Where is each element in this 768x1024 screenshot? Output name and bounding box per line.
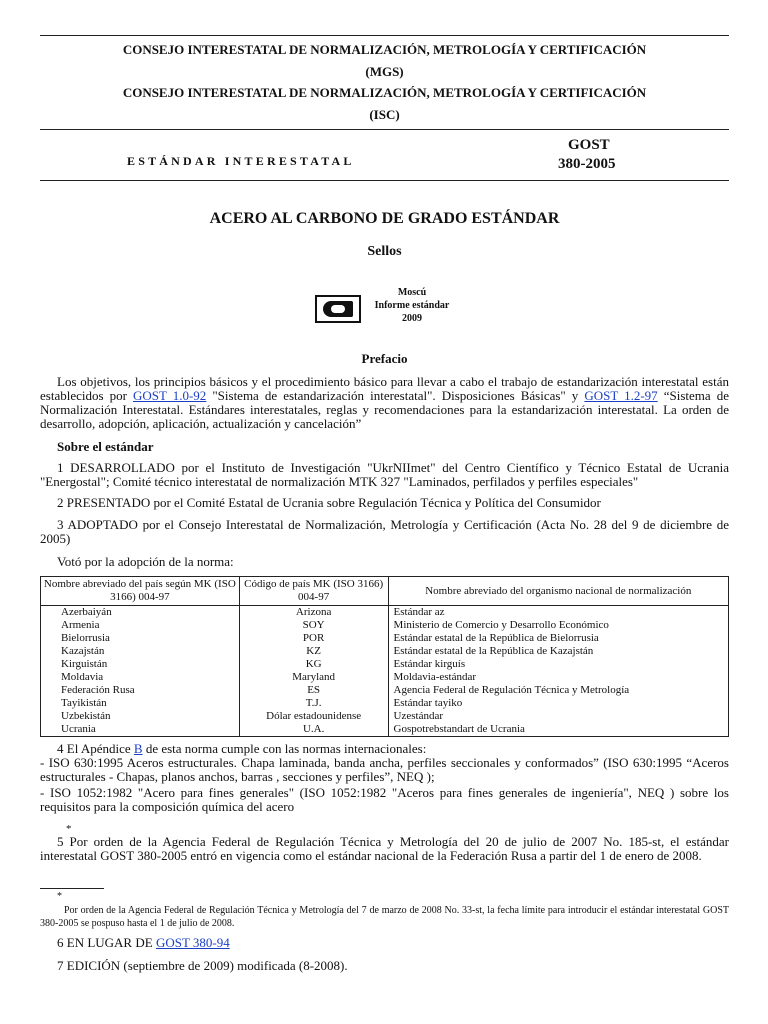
country-cell: Azerbaiyán bbox=[41, 606, 240, 620]
country-cell: Ucrania bbox=[41, 723, 240, 737]
country-cell: Armenia bbox=[41, 619, 240, 632]
table-row bbox=[41, 697, 729, 710]
preface-text-3: “Sistema de Normalización Interestatal. Estándares interestatales, reglas y recomendaciones para la estandarización interestatal. La orden de desarrollo, adopción, aplicación, actualización y cancelación” bbox=[40, 388, 729, 431]
about-item-7: 7 EDICIÓN (septiembre de 2009) modificada (8-2008). bbox=[57, 958, 348, 973]
voting-table bbox=[40, 576, 729, 737]
standard-code-gost: GOST bbox=[568, 137, 610, 153]
country-cell: Kazajstán bbox=[41, 645, 240, 658]
table-row bbox=[41, 619, 729, 632]
header-body: Nombre abreviado del organismo nacional de normalización bbox=[388, 577, 728, 606]
item4-text-1: 4 El Apéndice bbox=[57, 741, 134, 756]
header-bottom-rule bbox=[40, 180, 729, 181]
preface-text-2: "Sistema de estandarización interestatal". Disposiciones Básicas" y bbox=[206, 388, 585, 403]
footnote-mark: * bbox=[57, 891, 62, 902]
country-cell: Bielorrusia bbox=[41, 632, 240, 645]
country-cell: Tayikistán bbox=[41, 697, 240, 710]
preface-paragraph bbox=[40, 375, 729, 431]
body-cell: Estándar az bbox=[388, 606, 728, 620]
appendix-b-link[interactable]: B bbox=[133, 741, 143, 756]
body-cell: Estándar kirguís bbox=[388, 658, 728, 671]
publisher-logo-icon bbox=[315, 295, 361, 323]
country-cell: Federación Rusa bbox=[41, 684, 240, 697]
document-subtitle: Sellos bbox=[367, 244, 402, 259]
header-country: Nombre abreviado del país según MK (ISO 3166) 004-97 bbox=[41, 577, 240, 606]
about-item-3: 3 ADOPTADO por el Consejo Interestatal de Normalización, Metrología y Certificación (Acta No. 28 del 9 de diciembre de 2005) bbox=[40, 517, 729, 546]
country-cell: Kirguistán bbox=[41, 658, 240, 671]
publisher-name: Informe estándar bbox=[374, 300, 450, 311]
preface-text-1: Los objetivos, los principios básicos y el procedimiento básico para llevar a cabo el trabajo de estandarización interestatal están establecidos por bbox=[40, 374, 729, 403]
iso-1052-reference: - ISO 1052:1982 "Acero para fines generales" (ISO 1052:1982 "Aceros para fines generales de ingeniería", NEQ ) sobre los requisitos para la composición química del acero bbox=[40, 785, 729, 814]
item6-text: 6 EN LUGAR DE bbox=[57, 935, 156, 950]
about-item-4 bbox=[40, 742, 729, 756]
code-cell: Maryland bbox=[239, 671, 388, 684]
table-row bbox=[41, 645, 729, 658]
body-cell: Estándar estatal de la República de Kazajstán bbox=[388, 645, 728, 658]
code-cell: T.J. bbox=[239, 697, 388, 710]
body-cell: Moldavia-estándar bbox=[388, 671, 728, 684]
council-name-isc: CONSEJO INTERESTATAL DE NORMALIZACIÓN, METROLOGÍA Y CERTIFICACIÓN bbox=[122, 85, 647, 100]
footnote-text: Por orden de la Agencia Federal de Regulación Técnica y Metrología del 7 de marzo de 2008 No. 33-st, la fecha límite para introducir el estándar interestatal GOST 380-2005 se pospuso hasta el 1 de julio de 2008. bbox=[40, 905, 729, 929]
table-header-row bbox=[41, 577, 729, 606]
iso-630-reference: - ISO 630:1995 Aceros estructurales. Chapa laminada, banda ancha, perfiles seccionales y conformados” (ISO 630:1995 “Aceros estructurales - Chapas, planos anchos, barras , secciones y perfiles”, NEQ ); bbox=[40, 755, 729, 784]
publisher-year: 2009 bbox=[402, 313, 422, 324]
standard-code-number: 380-2005 bbox=[558, 156, 616, 172]
country-cell: Moldavia bbox=[41, 671, 240, 684]
document-title: ACERO AL CARBONO DE GRADO ESTÁNDAR bbox=[209, 210, 560, 227]
item5-asterisk: * bbox=[66, 823, 72, 835]
code-cell: KG bbox=[239, 658, 388, 671]
gost-1-2-97-link[interactable]: GOST 1.2-97 bbox=[584, 388, 658, 403]
about-item-2: 2 PRESENTADO por el Comité Estatal de Ucrania sobre Regulación Técnica y Política del Consumidor bbox=[57, 495, 601, 510]
code-cell: POR bbox=[239, 632, 388, 645]
council-abbr-isc: (ISC) bbox=[369, 107, 400, 122]
council-name-mgs: CONSEJO INTERESTATAL DE NORMALIZACIÓN, METROLOGÍA Y CERTIFICACIÓN bbox=[122, 42, 647, 57]
body-cell: Estándar estatal de la República de Bielorrusia bbox=[388, 632, 728, 645]
table-row bbox=[41, 658, 729, 671]
about-item-5: 5 Por orden de la Agencia Federal de Regulación Técnica y Metrología del 20 de julio de 2007 No. 185-st, el estándar interestatal GOST 380-2005 entró en vigencia como el estándar nacional de la Federación Rusa a partir del 1 de enero de 2008. bbox=[40, 834, 729, 863]
code-cell: ES bbox=[239, 684, 388, 697]
country-cell: Uzbekistán bbox=[41, 710, 240, 723]
header-top-rule bbox=[40, 35, 729, 36]
standard-type-label: ESTÁNDAR INTERESTATAL bbox=[127, 154, 355, 168]
code-cell: U.A. bbox=[239, 723, 388, 737]
council-abbr-mgs: (MGS) bbox=[365, 64, 404, 79]
footnote-rule bbox=[40, 888, 104, 889]
code-cell: Dólar estadounidense bbox=[239, 710, 388, 723]
gost-380-94-link[interactable]: GOST 380-94 bbox=[155, 935, 230, 950]
body-cell: Estándar tayiko bbox=[388, 697, 728, 710]
header-code: Código de país MK (ISO 3166) 004-97 bbox=[239, 577, 388, 606]
about-item-6 bbox=[40, 936, 729, 950]
body-cell: Gospotrebstandart de Ucrania bbox=[388, 723, 728, 737]
publisher-city: Moscú bbox=[397, 287, 427, 298]
table-row bbox=[41, 606, 729, 620]
body-cell: Uzestándar bbox=[388, 710, 728, 723]
table-row bbox=[41, 632, 729, 645]
body-cell: Agencia Federal de Regulación Técnica y Metrología bbox=[388, 684, 728, 697]
table-row bbox=[41, 671, 729, 684]
gost-1-0-92-link[interactable]: GOST 1.0-92 bbox=[132, 388, 207, 403]
body-cell: Ministerio de Comercio y Desarrollo Económico bbox=[388, 619, 728, 632]
code-cell: KZ bbox=[239, 645, 388, 658]
table-row bbox=[41, 684, 729, 697]
table-row bbox=[41, 710, 729, 723]
preface-heading: Prefacio bbox=[361, 351, 408, 366]
header-mid-rule bbox=[40, 129, 729, 130]
voted-label: Votó por la adopción de la norma: bbox=[57, 554, 234, 569]
table-row bbox=[41, 723, 729, 737]
item4-text-2: de esta norma cumple con las normas internacionales: bbox=[142, 741, 427, 756]
code-cell: SOY bbox=[239, 619, 388, 632]
about-standard-heading: Sobre el estándar bbox=[57, 439, 154, 454]
code-cell: Arizona bbox=[239, 606, 388, 620]
about-item-1: 1 DESARROLLADO por el Instituto de Investigación "UkrNIImet" del Centro Científico y Técnico Estatal de Ucrania "Energostal"; Comité técnico interestatal de normalización MTK 327 "Laminados, perfilados y perfiles especiales" bbox=[40, 460, 729, 489]
